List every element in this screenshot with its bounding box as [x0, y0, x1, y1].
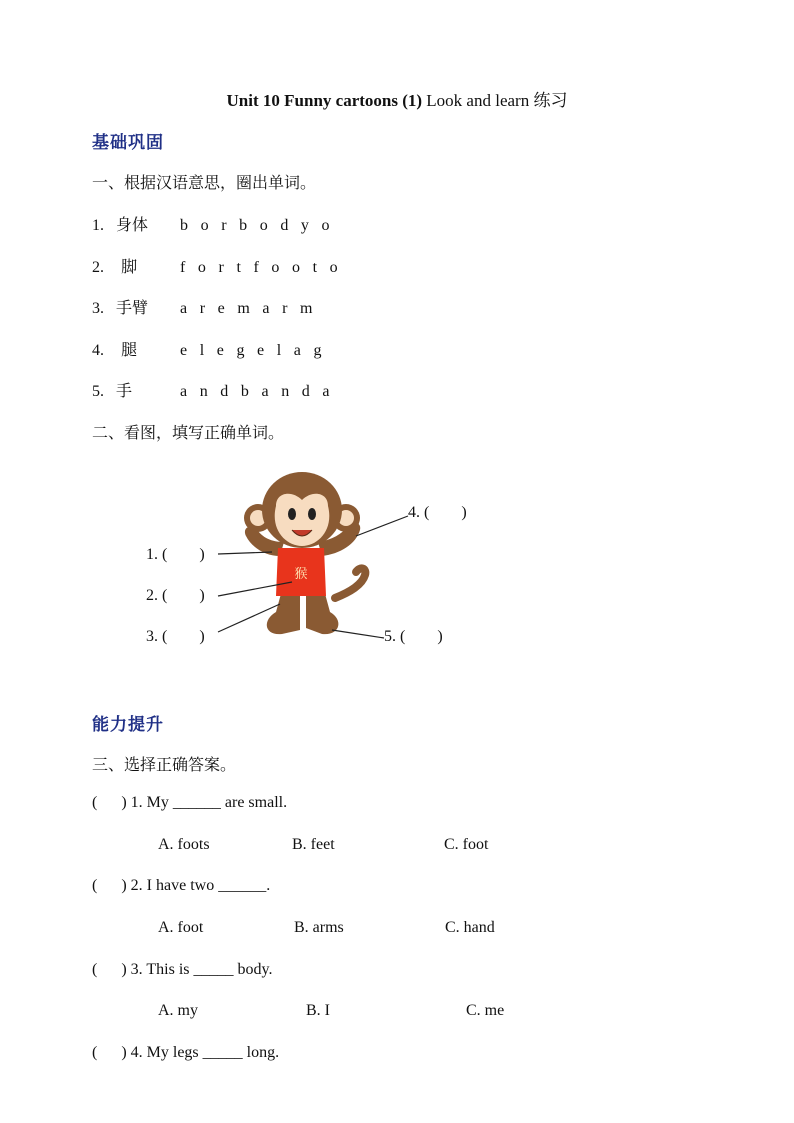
- mc-1-option-a[interactable]: A. foots: [158, 836, 210, 853]
- mc-question-1[interactable]: ( ) 1. My ______ are small.: [92, 794, 288, 811]
- row-chinese: 腿: [116, 340, 138, 359]
- figure-label-4[interactable]: 4. ( ): [408, 504, 467, 521]
- row-chinese: 脚: [116, 257, 138, 276]
- row-letters: andbanda: [180, 383, 343, 400]
- row-chinese: 手臂: [116, 298, 149, 317]
- leader-line-4: [356, 516, 408, 536]
- mc-question-4[interactable]: ( ) 4. My legs _____ long.: [92, 1044, 280, 1061]
- row-letters: borbodyo: [180, 217, 343, 234]
- row-number: 2.: [92, 259, 104, 276]
- mc-3-option-b[interactable]: B. I: [306, 1002, 330, 1019]
- shirt-character: 猴: [294, 567, 308, 582]
- mc-question-3[interactable]: ( ) 3. This is _____ body.: [92, 961, 273, 978]
- question-2-heading: 二、看图，填写正确单词。: [92, 423, 285, 442]
- question-1-heading: 一、根据汉语意思，圈出单词。: [92, 173, 317, 192]
- row-letters: aremarm: [180, 300, 326, 317]
- row-chinese: 身体: [116, 215, 149, 234]
- section-heading-basic: 基础巩固: [92, 133, 164, 153]
- monkey-left-leg: [267, 590, 300, 634]
- mc-question-2[interactable]: ( ) 2. I have two ______.: [92, 877, 271, 894]
- mc-3-option-c[interactable]: C. me: [466, 1002, 505, 1019]
- row-number: 4.: [92, 342, 104, 359]
- question-3-heading: 三、选择正确答案。: [92, 755, 237, 774]
- row-number: 1.: [92, 217, 104, 234]
- mc-2-option-c[interactable]: C. hand: [445, 919, 495, 936]
- row-number: 5.: [92, 383, 104, 400]
- row-letters: fortfooto: [180, 259, 351, 276]
- title-bold: Unit 10 Funny cartoons (1): [226, 91, 423, 110]
- figure-label-2[interactable]: 2. ( ): [146, 587, 205, 604]
- mc-3-option-a[interactable]: A. my: [158, 1002, 198, 1019]
- row-letters: elegelag: [180, 342, 335, 359]
- mc-2-option-a[interactable]: A. foot: [158, 919, 204, 936]
- mc-2-option-b[interactable]: B. arms: [294, 919, 344, 936]
- monkey-tail: [335, 568, 365, 598]
- monkey-eye-right: [308, 508, 316, 520]
- monkey-eye-left: [288, 508, 296, 520]
- mc-1-option-b[interactable]: B. feet: [292, 836, 335, 853]
- title-normal: Look and learn 练习: [422, 91, 568, 110]
- row-chinese: 手: [116, 381, 133, 400]
- mc-1-option-c[interactable]: C. foot: [444, 836, 489, 853]
- section-heading-advanced: 能力提升: [92, 715, 164, 735]
- leader-line-1: [218, 552, 272, 554]
- figure-label-5[interactable]: 5. ( ): [384, 628, 443, 645]
- row-number: 3.: [92, 300, 104, 317]
- leader-line-5: [332, 630, 384, 638]
- figure-label-3[interactable]: 3. ( ): [146, 628, 205, 645]
- figure-label-1[interactable]: 1. ( ): [146, 546, 205, 563]
